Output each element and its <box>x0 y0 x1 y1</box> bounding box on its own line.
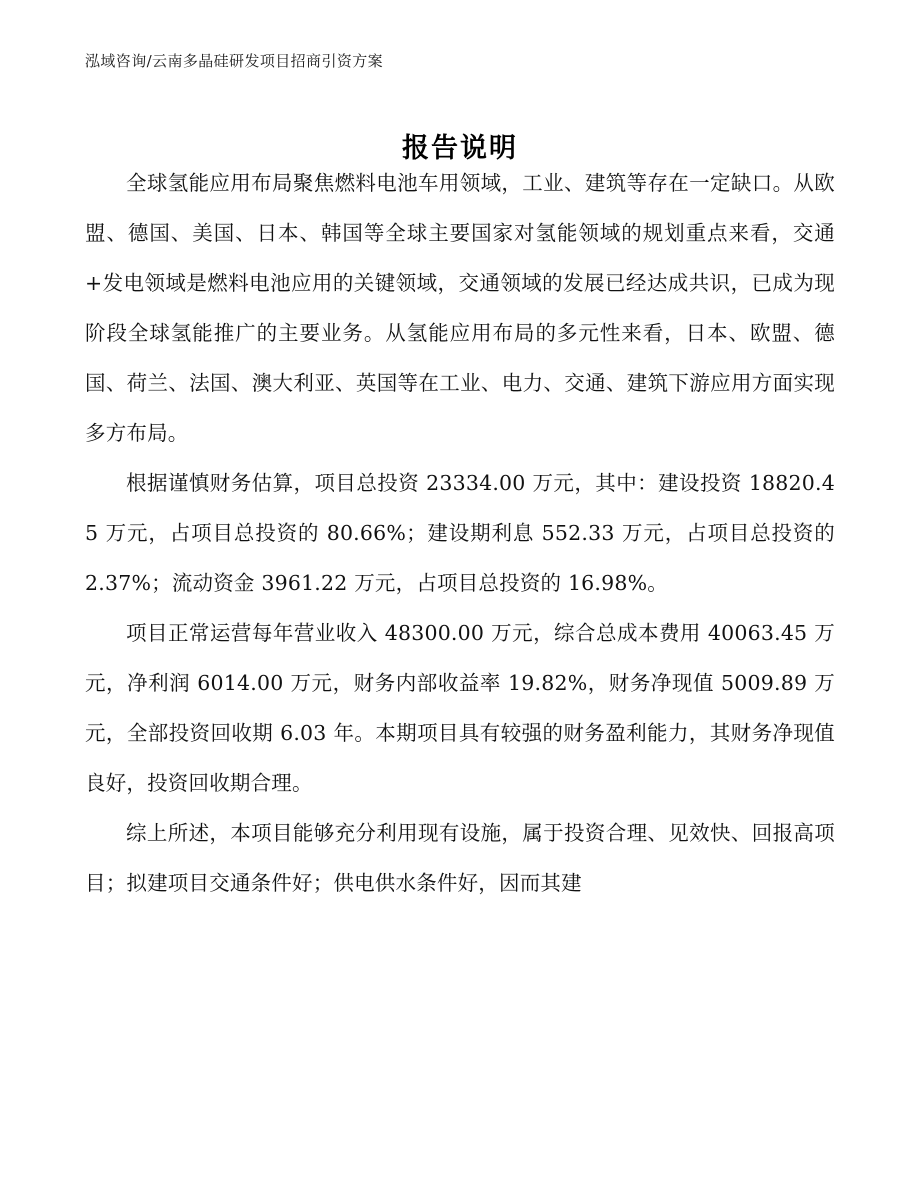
page-header-breadcrumb: 泓域咨询/云南多晶硅研发项目招商引资方案 <box>85 52 384 70</box>
paragraph-operating-results: 项目正常运营每年营业收入 48300.00 万元，综合总成本费用 40063.45 万元，净利润 6014.00 万元，财务内部收益率 19.82%，财务净现值 5009.89 万元，全部投资回收期 6.03 年。本期项目具有较强的财务盈利能力，其财务净现值良好，投资回收期合理。 <box>85 621 835 795</box>
page-title: 报告说明 <box>402 133 518 165</box>
paragraph-investment-estimate: 根据谨慎财务估算，项目总投资 23334.00 万元，其中：建设投资 18820.45 万元，占项目总投资的 80.66%；建设期利息 552.33 万元，占项目总投资的 2.37%；流动资金 3961.22 万元，占项目总投资的 16.98%。 <box>85 471 835 595</box>
paragraph-conclusion: 综上所述，本项目能够充分利用现有设施，属于投资合理、见效快、回报高项目；拟建项目交通条件好；供电供水条件好，因而其建 <box>85 821 835 895</box>
paragraph-overview: 全球氢能应用布局聚焦燃料电池车用领域，工业、建筑等存在一定缺口。从欧盟、德国、美国、日本、韩国等全球主要国家对氢能领域的规划重点来看，交通+发电领域是燃料电池应用的关键领域，交通领域的发展已经达成共识，已成为现阶段全球氢能推广的主要业务。从氢能应用布局的多元性来看，日本、欧盟、德国、荷兰、法国、澳大利亚、英国等在工业、电力、交通、建筑下游应用方面实现多方布局。 <box>85 171 835 445</box>
document-body <box>85 158 835 908</box>
